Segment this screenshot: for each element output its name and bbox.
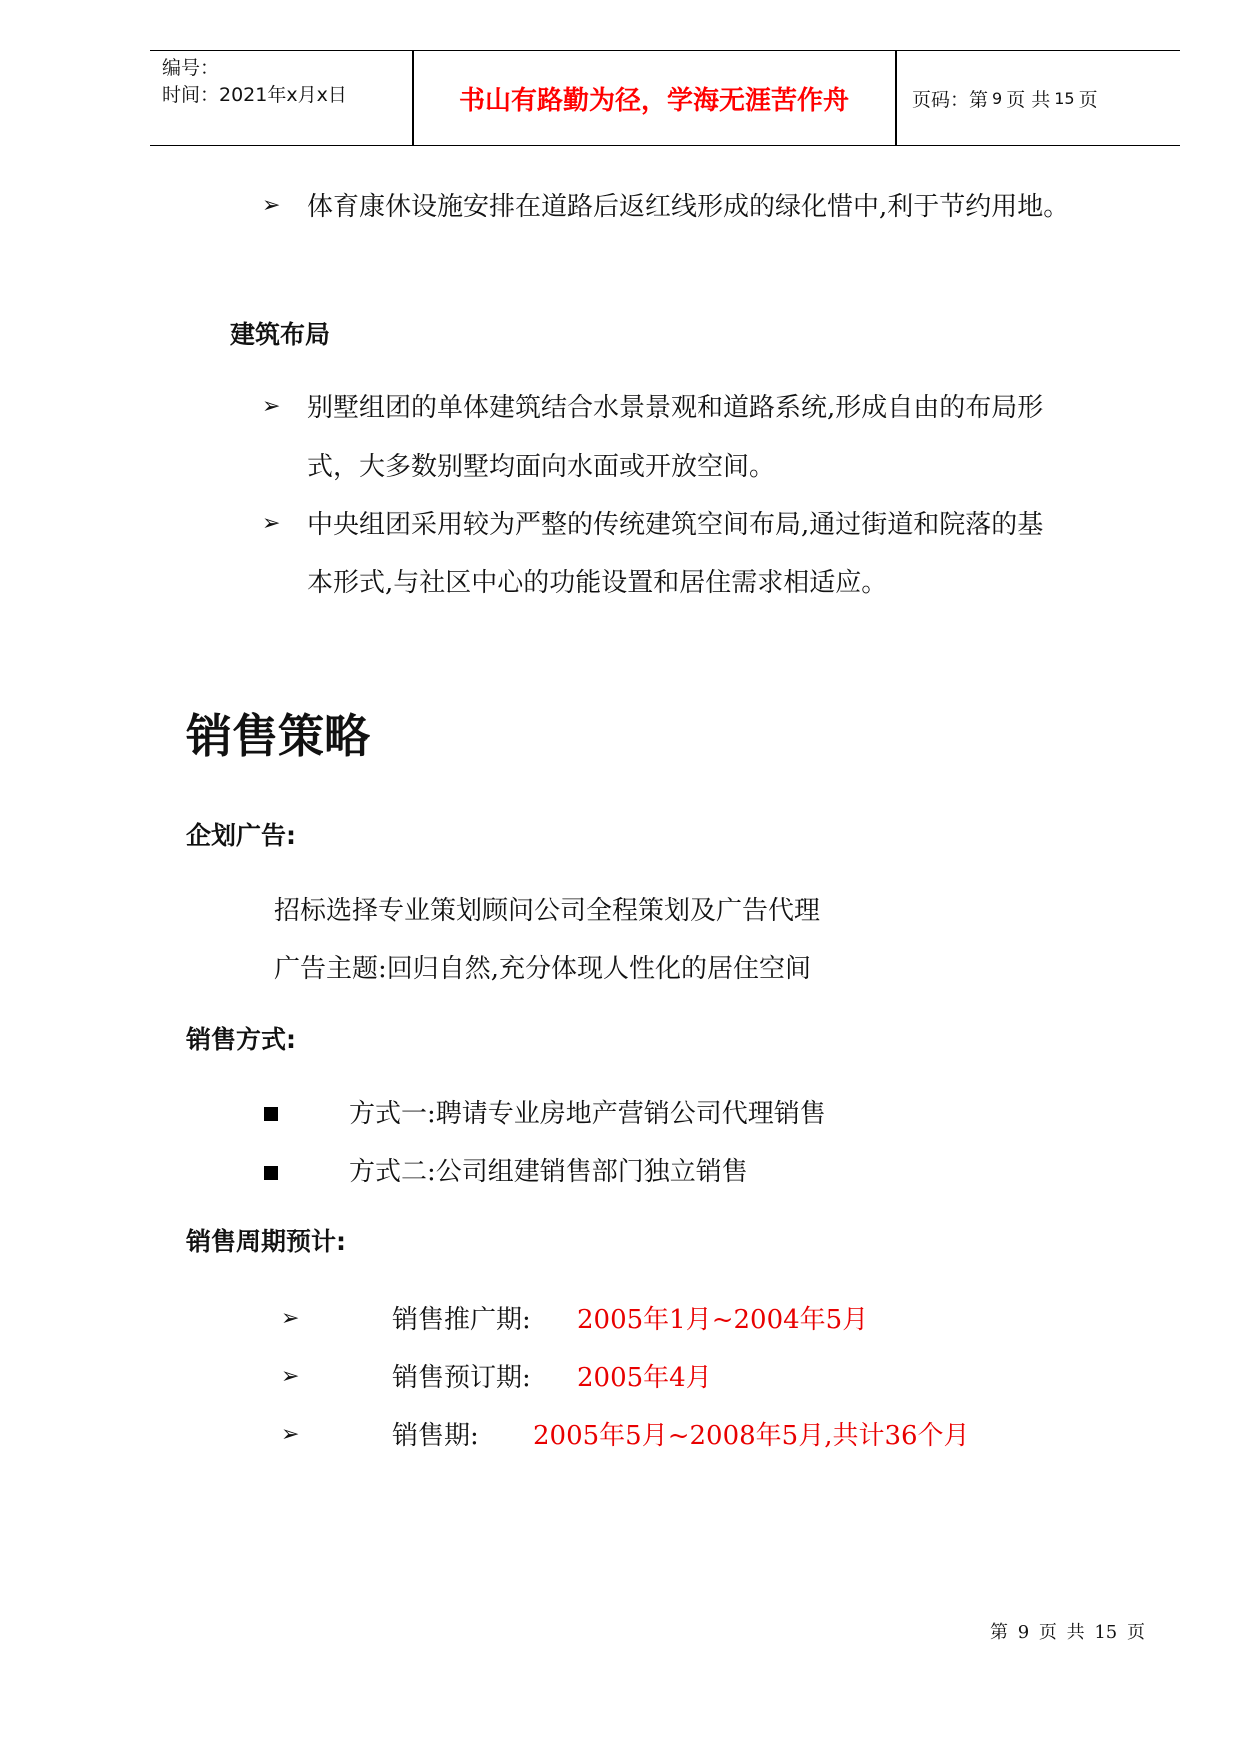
header-divider [895,51,897,145]
arch-bullet1-line2: 式，大多数别墅均面向水面或开放空间。 [307,452,776,482]
arch-bullet2-line2: 本形式,与社区中心的功能设置和居住需求相适应。 [307,568,888,598]
planning-line2: 广告主题:回归自然,充分体现人性化的居住空间 [274,954,812,984]
period-heading: 销售周期预计: [186,1227,346,1256]
bullet-sports-text: 体育康休设施安排在道路后返红线形成的绿化惜中,利于节约用地。 [307,192,1070,222]
square-bullet-icon [264,1166,278,1180]
page-current: 9 [992,88,1003,108]
arrow-bullet-icon: ➢ [262,394,281,419]
page-mid: 页 共 [1006,88,1051,111]
header-info-cell [150,51,412,145]
period1-value: 2005年1月~2004年5月 [577,1305,869,1335]
sales-strategy-title: 销售策略 [186,709,370,763]
header-motto: 书山有路勤为径，学海无涯苦作舟 [458,85,849,116]
square-bullet-icon [264,1107,278,1121]
arrow-bullet-icon: ➢ [262,511,281,536]
method-heading: 销售方式: [186,1025,296,1054]
arrow-bullet-icon: ➢ [262,193,281,218]
method2-text: 方式二:公司组建销售部门独立销售 [349,1157,748,1187]
planning-line1: 招标选择专业策划顾问公司全程策划及广告代理 [274,896,821,926]
number-label: 编号： [162,57,220,79]
date-label: 时间：2021年x月x日 [162,84,347,106]
page-suffix: 页 [1078,88,1098,111]
period2-label: 销售预订期: [392,1363,531,1393]
page-header [150,50,1180,146]
architecture-heading: 建筑布局 [230,320,331,349]
arch-bullet2-line1: 中央组团采用较为严整的传统建筑空间布局,通过街道和院落的基 [307,510,1044,540]
method1-text: 方式一:聘请专业房地产营销公司代理销售 [349,1099,826,1129]
arch-bullet1-line1: 别墅组团的单体建筑结合水景景观和道路系统,形成自由的布局形 [307,393,1044,423]
header-page-number [912,51,1098,145]
footer-page-number: 第 9 页 共 15 页 [990,1622,1145,1643]
period3-value: 2005年5月~2008年5月,共计36个月 [533,1421,970,1451]
arrow-bullet-icon: ➢ [281,1364,300,1389]
period3-label: 销售期: [392,1421,479,1451]
arrow-bullet-icon: ➢ [281,1306,300,1331]
page-total: 15 [1054,88,1075,108]
period1-label: 销售推广期: [392,1305,531,1335]
arrow-bullet-icon: ➢ [281,1422,300,1447]
period2-value: 2005年4月 [577,1363,712,1393]
page-prefix: 页码：第 [912,88,989,111]
planning-heading: 企划广告: [186,821,296,850]
